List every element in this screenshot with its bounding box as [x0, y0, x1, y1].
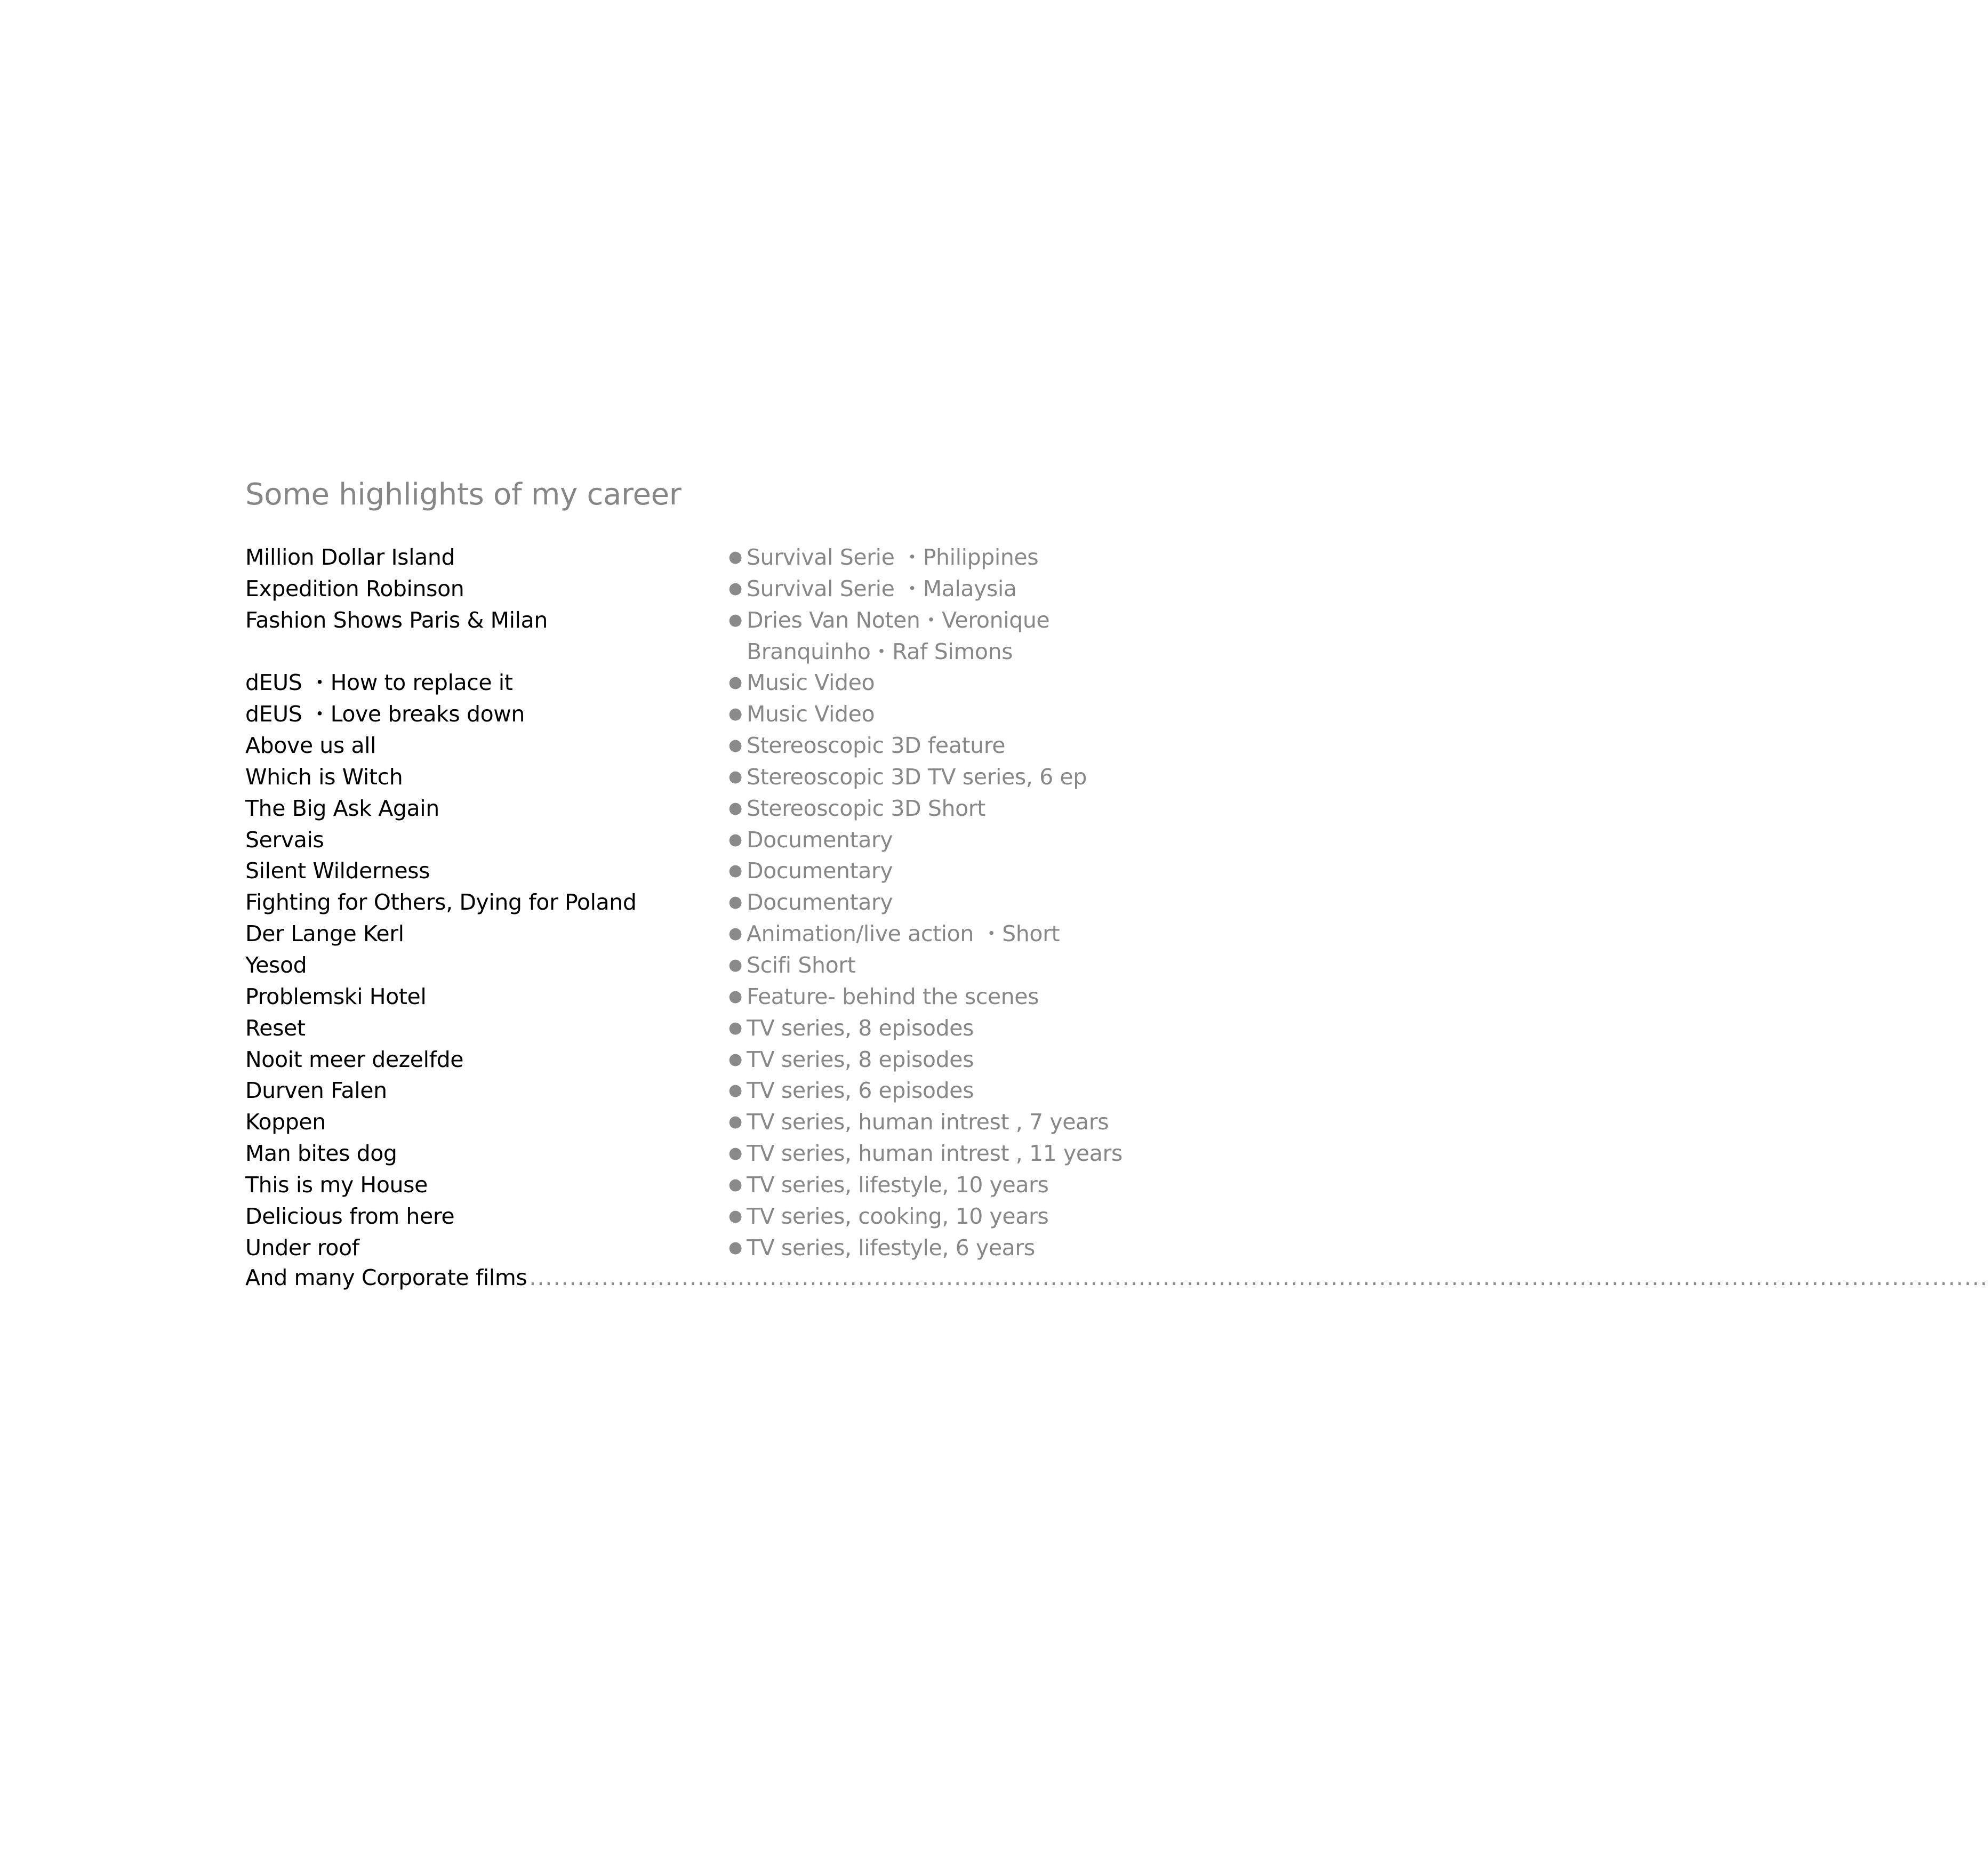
footer-text: And many Corporate films: [245, 1265, 527, 1290]
project-type: Feature- behind the scenes: [747, 983, 1039, 1009]
project-name: Expedition Robinson: [245, 575, 464, 601]
project-name: Delicious from here: [245, 1203, 455, 1229]
project-name: dEUS ・Love breaks down: [245, 701, 525, 727]
project-type: TV series, lifestyle, 6 years: [747, 1234, 1035, 1261]
project-name: Koppen: [245, 1109, 326, 1135]
project-type: TV series, human intrest , 7 years: [747, 1109, 1109, 1135]
page-title: Some highlights of my career: [245, 477, 682, 512]
project-name: Servais: [245, 826, 324, 853]
project-name: Fighting for Others, Dying for Poland: [245, 889, 637, 916]
bullet-icon: ●: [728, 1018, 742, 1037]
project-name: Durven Falen: [245, 1078, 387, 1104]
bullet-icon: ●: [728, 830, 742, 849]
project-name: The Big Ask Again: [245, 795, 439, 821]
project-type: Animation/live action ・Short: [747, 921, 1060, 947]
bullet-icon: ●: [728, 1206, 742, 1225]
project-type: Music Video: [747, 670, 875, 696]
project-name: Man bites dog: [245, 1141, 397, 1167]
bullet-icon: ●: [728, 610, 742, 629]
bullet-icon: ●: [728, 1175, 742, 1194]
project-type: Stereoscopic 3D TV series, 6 ep: [747, 764, 1087, 790]
project-name: Above us all: [245, 733, 376, 759]
project-type: Stereoscopic 3D feature: [747, 733, 1006, 759]
project-type: Dries Van Noten・Veronique: [747, 607, 1050, 633]
project-type: Documentary: [747, 889, 893, 916]
bullet-icon: ●: [728, 548, 742, 566]
project-name: Million Dollar Island: [245, 544, 455, 570]
project-type: TV series, 8 episodes: [747, 1046, 974, 1072]
dotted-leader: ......................................................................................................................................................................................: [529, 1265, 1988, 1290]
project-names-column: [245, 542, 715, 1263]
bullet-icon: ●: [728, 1238, 742, 1257]
bullet-icon: ●: [728, 986, 742, 1006]
bullet-icon: ●: [728, 1112, 742, 1131]
project-type: TV series, human intrest , 11 years: [747, 1141, 1123, 1167]
bullet-icon: ●: [728, 861, 742, 880]
project-name: Nooit meer dezelfde: [245, 1046, 464, 1072]
project-name: Under roof: [245, 1234, 359, 1261]
bullet-icon: ●: [728, 1049, 742, 1069]
project-type: Survival Serie ・Malaysia: [747, 575, 1017, 601]
project-name: dEUS ・How to replace it: [245, 670, 513, 696]
project-type: Music Video: [747, 701, 875, 727]
project-type: TV series, lifestyle, 10 years: [747, 1171, 1049, 1198]
footer-line: [245, 1262, 1988, 1294]
bullet-icon: ●: [728, 767, 742, 786]
project-type: TV series, 6 episodes: [747, 1078, 974, 1104]
project-type: TV series, 8 episodes: [747, 1015, 974, 1041]
bullet-icon: ●: [728, 893, 742, 912]
project-type: TV series, cooking, 10 years: [747, 1203, 1049, 1229]
project-type: Stereoscopic 3D Short: [747, 795, 985, 821]
bullet-icon: ●: [728, 579, 742, 598]
bullet-icon: ●: [728, 1144, 742, 1163]
project-name: Problemski Hotel: [245, 983, 427, 1009]
bullet-icon: ●: [728, 955, 742, 974]
project-name: Which is Witch: [245, 764, 403, 790]
spacer: [245, 636, 715, 668]
project-type: Documentary: [747, 858, 893, 884]
project-name: Silent Wilderness: [245, 858, 430, 884]
project-name: Reset: [245, 1015, 306, 1041]
project-name: This is my House: [245, 1171, 428, 1198]
bullet-icon: ●: [728, 704, 742, 724]
project-type: Documentary: [747, 826, 893, 853]
project-type: Survival Serie ・Philippines: [747, 544, 1039, 570]
project-type: Scifi Short: [747, 952, 856, 978]
bullet-icon: ●: [728, 736, 742, 755]
project-name: Yesod: [245, 952, 307, 978]
bullet-icon: ●: [728, 924, 742, 943]
project-types-column: [728, 542, 1123, 1263]
project-type-continued: Branquinho・Raf Simons: [747, 638, 1013, 664]
bullet-icon: ●: [728, 673, 742, 692]
project-name: Fashion Shows Paris & Milan: [245, 607, 548, 633]
bullet-icon: ●: [728, 798, 742, 817]
bullet-icon: ●: [728, 1081, 742, 1100]
project-name: Der Lange Kerl: [245, 921, 404, 947]
